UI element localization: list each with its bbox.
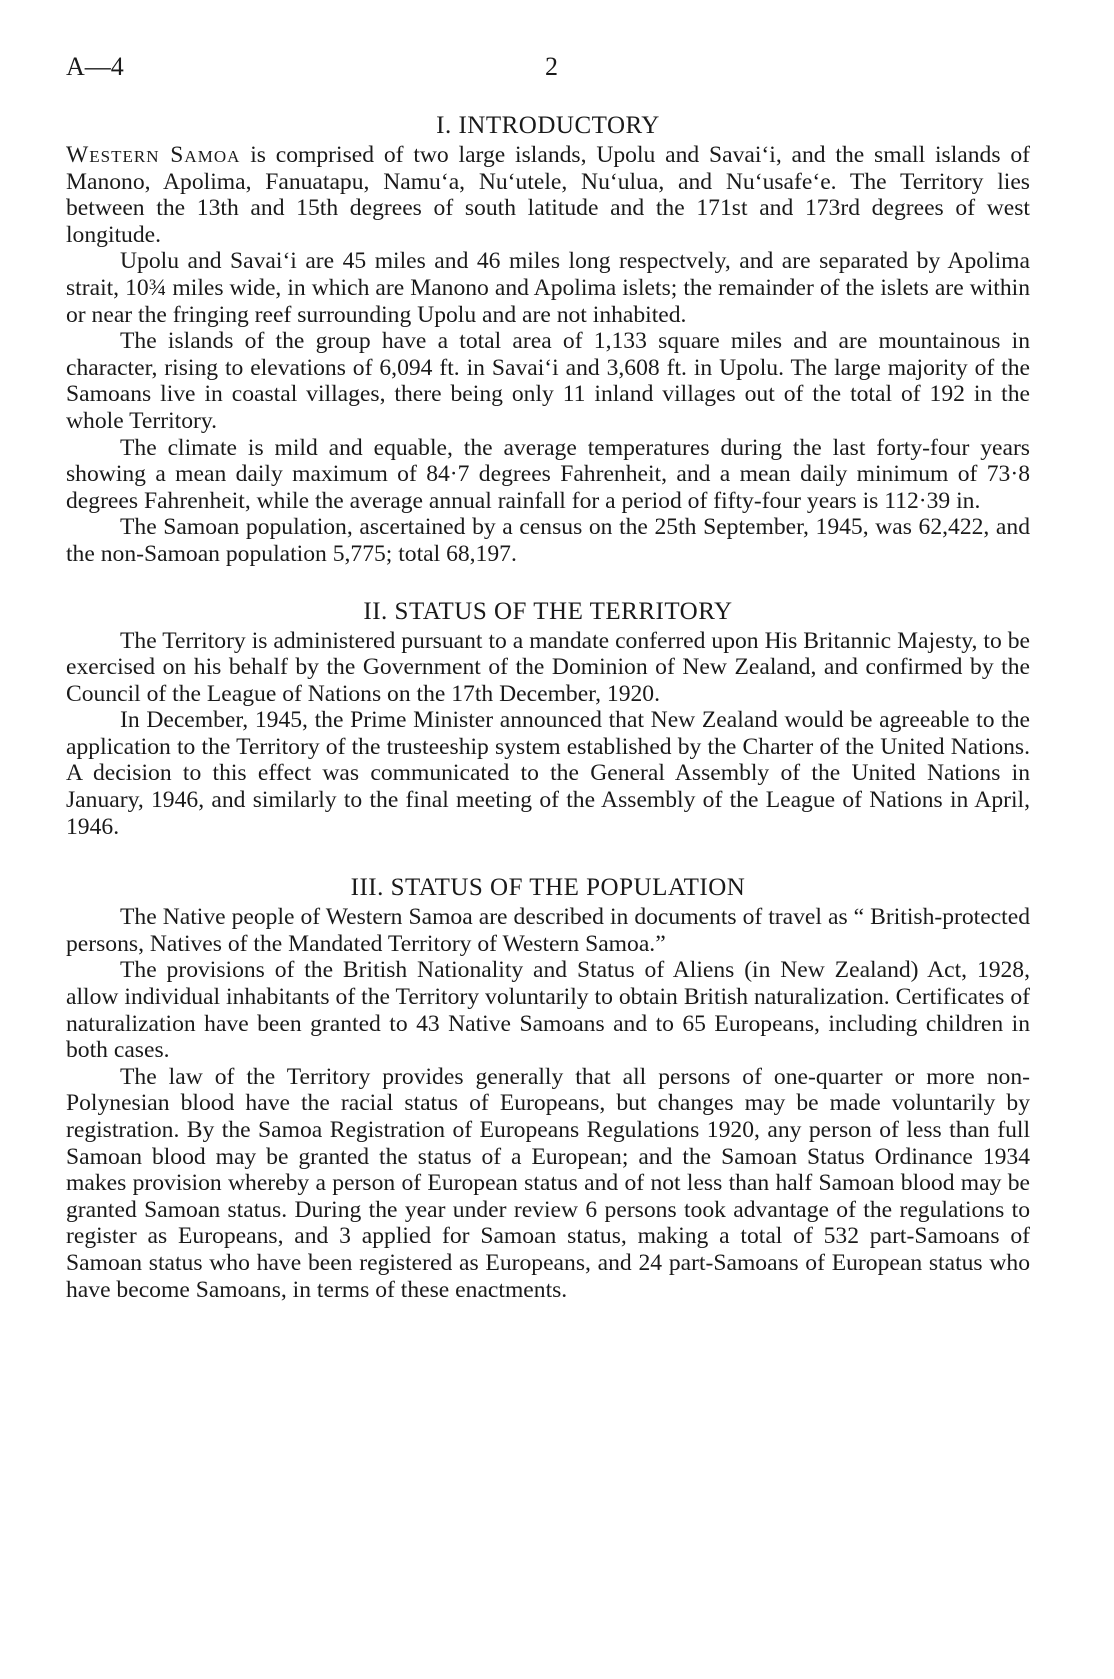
paragraph: The climate is mild and equable, the average temperatures during the last forty-four years showing a mean daily maximum of 84·7 degrees Fahrenheit, and a mean daily minimum of 73·8 degrees Fahrenheit, while the average annual rainfall for a period of fifty-four years is 112·39 in. — [66, 434, 1030, 514]
paragraph-text: is comprised of two large islands, Upolu and Savai‘i, and the small islands of Manono, Apolima, Fanuatapu, Namu‘a, Nu‘utele, Nu‘ulua, and Nu‘usafe‘e. The Territory lies between the 13th and 15th degrees of south latitude and the 171st and 173rd degrees of west longitude. — [66, 142, 1030, 248]
page-number: 2 — [545, 52, 558, 81]
section-heading: II. STATUS OF THE TERRITORY — [363, 597, 733, 625]
opening-words: Western Samoa — [66, 142, 241, 168]
paragraph: The Territory is administered pursuant to a mandate conferred upon His Britannic Majesty, to be exercised on his behalf by the Government of the Dominion of New Zealand, and confirmed by the Council of the League of Nations on the 17th December, 1920. — [66, 627, 1030, 707]
page-body — [66, 112, 1030, 1303]
paragraph: The Native people of Western Samoa are described in documents of travel as “ British-protected persons, Natives of the Mandated Territory of Western Samoa.” — [66, 904, 1030, 957]
section-heading: III. STATUS OF THE POPULATION — [350, 874, 746, 902]
paragraph: The provisions of the British Nationality and Status of Aliens (in New Zealand) Act, 1928, allow individual inhabitants of the Territory voluntarily to obtain British naturalization. Certificates of naturalization have been granted to 43 Native Samoans and to 65 Europeans, including children in both cases. — [66, 957, 1030, 1064]
section-heading: I. INTRODUCTORY — [436, 112, 660, 139]
paragraph — [66, 142, 1030, 248]
paragraph: The islands of the group have a total area of 1,133 square miles and are mountainous in character, rising to elevations of 6,094 ft. in Savai‘i and 3,608 ft. in Upolu. The large majority of the Samoans live in coastal villages, there being only 11 inland villages out of the total of 192 in the whole Territory. — [66, 328, 1030, 434]
paragraph: The law of the Territory provides generally that all persons of one-quarter or more non-Polynesian blood have the racial status of Europeans, but changes may be made voluntarily by registration. By the Samoa Registration of Europeans Regulations 1920, any person of less than full Samoan blood may be granted the status of a European; and the Samoan Status Ordinance 1934 makes provision whereby a person of European status and of not less than half Samoan blood may be granted Samoan status. During the year under review 6 persons took advantage of the regulations to register as Europeans, and 3 applied for Samoan status, making a total of 532 part-Samoans of Samoan status who have been registered as Europeans, and 24 part-Samoans of European status who have become Samoans, in terms of these enactments. — [66, 1063, 1030, 1303]
paragraph: Upolu and Savai‘i are 45 miles and 46 miles long respectvely, and are separated by Apolima strait, 10¾ miles wide, in which are Manono and Apolima islets; the remainder of the islets are within or near the fringing reef surrounding Upolu and are not inhabited. — [66, 248, 1030, 328]
section-introductory — [66, 112, 1030, 568]
section-status-of-territory — [66, 598, 1030, 841]
report-reference: A—4 — [66, 52, 124, 81]
paragraph: In December, 1945, the Prime Minister announced that New Zealand would be agreeable to the application to the Territory of the trusteeship system established by the Charter of the United Nations. A decision to this effect was communicated to the General Assembly of the United Nations in January, 1946, and similarly to the final meeting of the Assembly of the League of Nations in April, 1946. — [66, 707, 1030, 840]
section-status-of-population — [66, 874, 1030, 1303]
paragraph: The Samoan population, ascertained by a census on the 25th September, 1945, was 62,422, and the non-Samoan population 5,775; total 68,197. — [66, 514, 1030, 567]
